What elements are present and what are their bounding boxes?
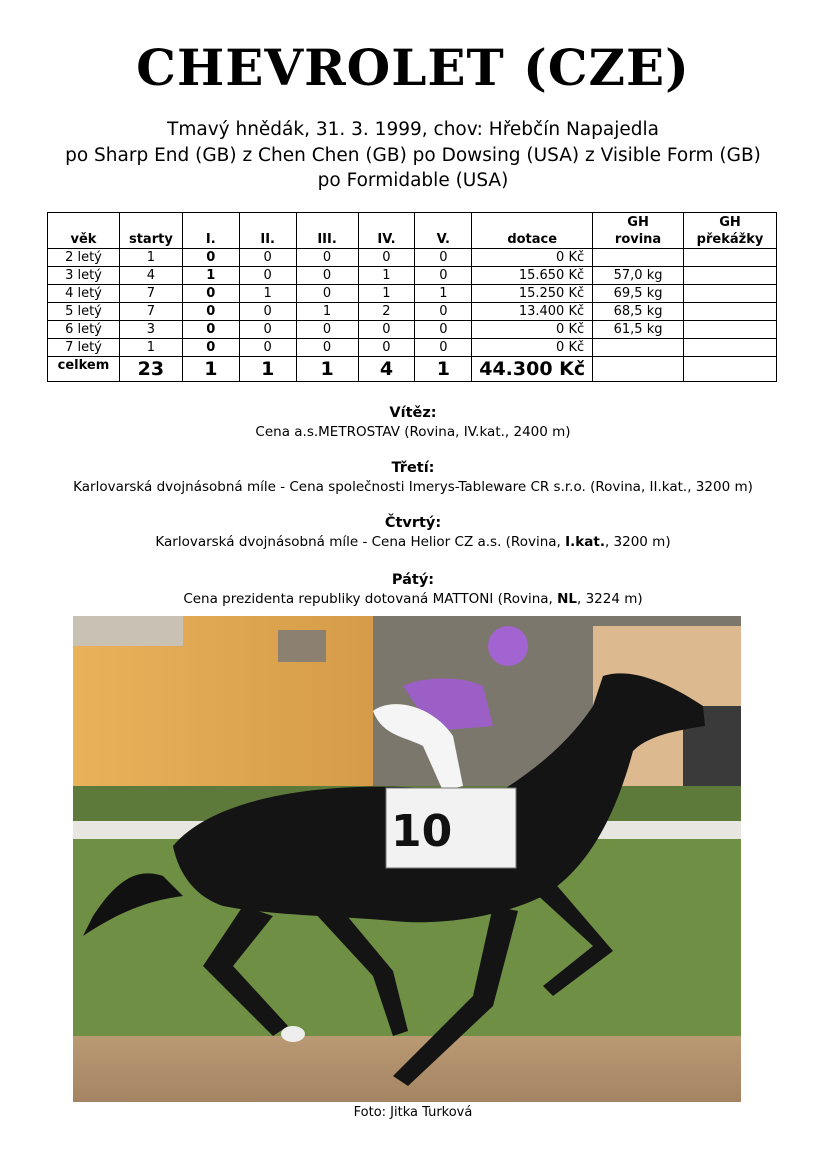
result-fourth [0,515,826,550]
table-cell: 0 [239,321,296,339]
horse-description: Tmavý hnědák, 31. 3. 1999, chov: Hřebčín Napajedla [167,119,659,140]
table-cell [684,249,777,267]
table-cell: 1 [119,249,182,267]
result-fifth [0,572,826,607]
table-cell: 0 [415,249,472,267]
horse-photo-illustration [73,616,741,1102]
table-cell: 7 letý [48,339,120,357]
table-cell: 1 [358,267,415,285]
table-row [48,285,777,303]
total-cell: 44.300 Kč [472,357,593,382]
table-cell: 0 [296,321,358,339]
result-third [0,460,826,495]
table-row [48,321,777,339]
table-cell [684,303,777,321]
table-row [48,249,777,267]
col-header: starty [119,213,182,249]
horse-sock [281,1026,305,1042]
col-header-part: překážky [696,232,764,247]
table-header-row [48,213,777,249]
result-text-part: , 3200 m) [604,534,671,550]
table-cell: 2 letý [48,249,120,267]
table-cell: 69,5 kg [593,285,684,303]
total-cell: 1 [239,357,296,382]
table-cell [684,339,777,357]
table-cell: 0 [358,339,415,357]
total-cell: 1 [296,357,358,382]
col-header: věk [48,213,120,249]
window [278,630,326,662]
table-cell: 0 [415,303,472,321]
table-cell: 0 [239,249,296,267]
col-header: IV. [358,213,415,249]
table-cell: 5 letý [48,303,120,321]
table-cell: 0 Kč [472,321,593,339]
table-cell: 0 [182,339,239,357]
table-cell: 1 [296,303,358,321]
horse-photo [73,616,741,1102]
table-row [48,267,777,285]
pedigree-line: po Sharp End (GB) z Chen Chen (GB) po Dowsing (USA) z Visible Form (GB) [65,145,761,166]
table-cell [684,321,777,339]
roof [73,616,183,646]
col-header-part: rovina [614,232,662,247]
total-cell-empty [593,357,684,382]
table-cell: 0 [182,321,239,339]
table-cell: 0 [296,267,358,285]
table-cell: 0 [358,249,415,267]
result-text-bold: NL [557,591,578,607]
table-cell: 1 [119,339,182,357]
table-cell: 0 [239,267,296,285]
table-cell: 68,5 kg [593,303,684,321]
col-header: III. [296,213,358,249]
table-cell: 0 Kč [472,249,593,267]
photo-caption: Foto: Jitka Turková [353,1105,473,1120]
race-stats-table [47,212,777,382]
result-text-part: Cena prezidenta republiky dotovaná MATTONI (Rovina, [183,591,558,607]
table-cell: 0 [182,303,239,321]
result-text [0,534,826,550]
page-title: CHEVROLET (CZE) [136,38,690,97]
total-cell: 1 [415,357,472,382]
result-text-bold: I.kat. [565,534,605,550]
col-header-part: GH [627,215,649,230]
result-text-part: , 3224 m) [577,591,643,607]
pedigree-line-2: po Formidable (USA) [317,170,509,191]
result-winner [0,405,826,440]
total-cell: celkem [48,357,120,382]
table-cell [684,285,777,303]
table-cell: 0 [239,339,296,357]
col-header: II. [239,213,296,249]
result-heading: Pátý: [391,572,435,588]
result-heading: Třetí: [391,460,435,476]
table-cell: 3 [119,321,182,339]
col-header-gh-flat [593,213,684,249]
table-cell: 0 Kč [472,339,593,357]
table-cell [593,339,684,357]
table-cell: 7 [119,303,182,321]
col-header: V. [415,213,472,249]
result-text [0,591,826,607]
table-cell: 0 [296,285,358,303]
table-cell: 6 letý [48,321,120,339]
table-total-row [48,357,777,382]
table-cell: 1 [358,285,415,303]
table-row [48,339,777,357]
result-text: Karlovarská dvojnásobná míle - Cena společnosti Imerys-Tableware CR s.r.o. (Rovina, II.kat., 3200 m) [73,479,753,495]
total-cell: 1 [182,357,239,382]
saddle-number: 10 [391,806,453,857]
table-cell: 1 [415,285,472,303]
table-cell: 0 [296,249,358,267]
col-header: dotace [472,213,593,249]
table-cell: 13.400 Kč [472,303,593,321]
table-row [48,303,777,321]
table-cell: 0 [358,321,415,339]
table-cell: 0 [296,339,358,357]
col-header-gh-jump [684,213,777,249]
table-cell: 3 letý [48,267,120,285]
result-heading: Vítěz: [389,405,437,421]
table-cell: 4 letý [48,285,120,303]
table-cell: 57,0 kg [593,267,684,285]
table-cell: 0 [415,267,472,285]
table-cell [684,267,777,285]
table-cell: 0 [415,339,472,357]
table-cell: 1 [239,285,296,303]
table-cell: 15.650 Kč [472,267,593,285]
table-cell: 61,5 kg [593,321,684,339]
table-cell: 0 [182,285,239,303]
result-heading: Čtvrtý: [384,515,442,531]
table-cell: 7 [119,285,182,303]
table-cell: 0 [415,321,472,339]
total-cell: 23 [119,357,182,382]
total-cell-empty [684,357,777,382]
total-cell: 4 [358,357,415,382]
jockey-helmet [488,626,528,666]
col-header: I. [182,213,239,249]
table-cell [593,249,684,267]
table-cell: 1 [182,267,239,285]
table-cell: 0 [182,249,239,267]
result-text-part: Karlovarská dvojnásobná míle - Cena Helior CZ a.s. (Rovina, [155,534,566,550]
table-cell: 15.250 Kč [472,285,593,303]
result-text: Cena a.s.METROSTAV (Rovina, IV.kat., 2400 m) [255,424,571,440]
table-cell: 2 [358,303,415,321]
col-header-part: GH [719,215,741,230]
table-cell: 0 [239,303,296,321]
table-cell: 4 [119,267,182,285]
